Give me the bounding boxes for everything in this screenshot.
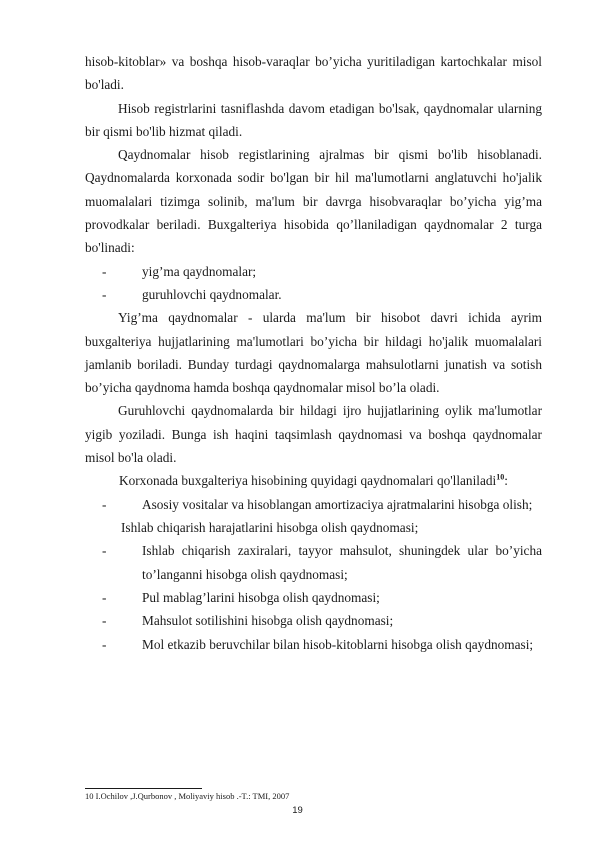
- list-item-text: Pul mablag’larini hisobga olish qaydnomasi;: [142, 590, 380, 606]
- list-item: [85, 609, 542, 632]
- list-dash: -: [102, 496, 107, 512]
- footnote-divider: [85, 788, 202, 789]
- intro-text: Korxonada buxgalteriya hisobining quyidagi qaydnomalari qo'llaniladi: [119, 473, 497, 489]
- list-dash: -: [102, 263, 107, 279]
- list-item: [85, 260, 542, 283]
- list-item: [85, 633, 542, 657]
- list-dash: -: [102, 613, 107, 629]
- list-dash: -: [102, 286, 107, 302]
- list-item-text: yig’ma qaydnomalar;: [142, 263, 257, 279]
- paragraph-continuation: hisob-kitoblar» va boshqa hisob-varaqlar bo’yicha yuritiladigan kartochkalar misol bo'ladi.: [85, 54, 542, 93]
- list-dash: -: [102, 543, 107, 559]
- paragraph-grouping-statements: Guruhlovchi qaydnomalarda bir hildagi ijro hujjatlarining oylik ma'lumotlar yigib yoziladi. Bunga ish haqini taqsimlash qaydnomasi va boshqa qaydnomalar misol bo'la oladi.: [85, 403, 542, 466]
- paragraph-summary-statements: Yig’ma qaydnomalar - ularda ma'lum bir hisobot davri ichida ayrim buxgalteriya hujjatlarining ma'lumotlari bo’yicha bir hildagi ho'jalik muomalalari jamlanib boriladi. Bunday turdagi qaydnomalarga mahsulotlarni junatish va sotish bo’yicha qaydnoma hamda boshqa qaydnomalar misol bo’la oladi.: [85, 310, 542, 396]
- document-body: [85, 50, 542, 656]
- list-dash: -: [102, 590, 107, 606]
- list-item-text: guruhlovchi qaydnomalar.: [142, 286, 282, 302]
- list-item-text: Mol etkazib beruvchilar bilan hisob-kitoblarni hisobga olish qaydnomasi;: [142, 636, 534, 652]
- footnote-ref: 10: [496, 472, 505, 482]
- page-number: 19: [292, 805, 303, 816]
- footnote: 10 I.Ochilov ,J.Qurbonov , Moliyaviy hisob .-T.: TMI, 2007: [85, 791, 290, 801]
- list-item: [85, 493, 542, 517]
- list-item: [85, 283, 542, 306]
- list-item-text: Mahsulot sotilishini hisobga olish qaydnomasi;: [142, 613, 394, 629]
- list-item: [85, 539, 542, 586]
- paragraph-registers: Hisob registrlarini tasniflashda davom etadigan bo'lsak, qaydnomalar ularning bir qismi bo'lib hizmat qiladi.: [85, 100, 542, 139]
- list-dash: -: [102, 636, 107, 652]
- list-item-text: Asosiy vositalar va hisoblangan amortizaciya ajratmalarini hisobga olish;: [142, 496, 533, 512]
- list-item-text: Ishlab chiqarish zaxiralari, tayyor mahsulot, shuningdek ular bo’yicha to’langanni hisobga olish qaydnomasi;: [142, 543, 542, 582]
- intro-colon: :: [504, 473, 508, 489]
- paragraph-statements: Qaydnomalar hisob registlarining ajralmas bir qismi bo'lib hisoblanadi. Qaydnomalarda korxonada sodir bo'lgan bir hil ma'lumotlarni anglatuvchi ho'jalik muomalalari tizimga solinib, ma'lum bir davrga hisobvaraqlar bo’yicha yig’ma provodkalar beriladi. Buxgalteriya hisobida qo’llaniladigan qaydnomalar 2 turga bo'linadi:: [85, 147, 542, 256]
- list-item: [85, 586, 542, 609]
- paragraph-intro-list: [85, 469, 542, 492]
- sub-line: Ishlab chiqarish harajatlarini hisobga olish qaydnomasi;: [121, 520, 419, 536]
